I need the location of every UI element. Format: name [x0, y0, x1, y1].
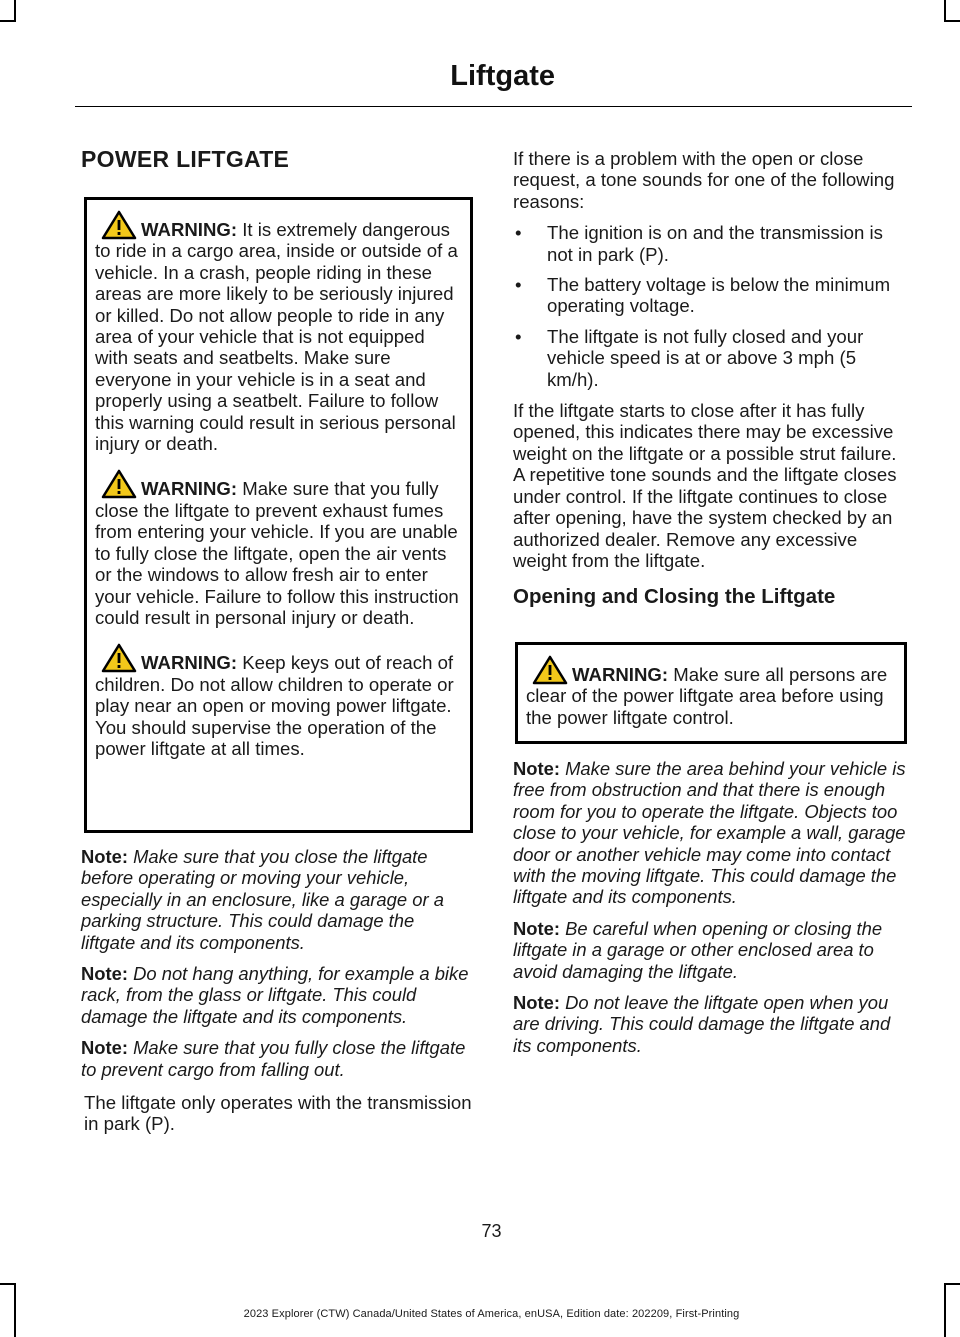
bullet-symbol: • [515, 222, 522, 244]
crop-mark-top-left-v [14, 0, 16, 22]
body-paragraph: The liftgate only operates with the transmission in park (P). [84, 1092, 472, 1135]
liftgate-failure-paragraph: If the liftgate starts to close after it has fully opened, this indicates there may be excessive weight on the liftgate or a possible strut failure. A repetitive tone sounds and the liftgate closes under control. If the liftgate continues to close after opening, have the system checked by an authorized dealer. Remove any excessive weight from the liftgate. [513, 400, 897, 571]
note-paragraph [81, 1037, 473, 1080]
subsection-title: Opening and Closing the Liftgate [513, 585, 836, 609]
note-text: Make sure that you fully close the liftgate to prevent cargo from falling out. [81, 1037, 466, 1080]
warning-box-left [84, 197, 473, 833]
note-text: Be careful when opening or closing the liftgate in a garage or other enclosed area to avoid damaging the liftgate. [513, 917, 883, 982]
note-paragraph [81, 846, 473, 953]
reasons-list [513, 222, 907, 390]
crop-mark-bottom-right-h [944, 1283, 960, 1285]
note-text: Make sure the area behind your vehicle is free from obstruction and that there is enough room for you to operate the liftgate. Objects too close to your vehicle, for example a wall, garage door or another vehicle may come into contact with the moving liftgate. This could damage the liftgate and its components. [513, 758, 906, 908]
warning-text: It is extremely dangerous to ride in a cargo area, inside or outside of a vehicle. In a crash, people riding in these areas are more likely to be seriously injured or killed. Do not allow people to ride in any area of your vehicle that is not equipped with seats and seatbelts. Make sure everyone in your vehicle is in a seat and properly using a seatbelt. Failure to follow this warning could result in serious personal injury or death. [95, 219, 458, 455]
note-paragraph [81, 963, 473, 1027]
warning-triangle-icon [101, 210, 137, 240]
list-item-text: The battery voltage is below the minimum operating voltage. [547, 274, 891, 317]
note-text: Do not hang anything, for example a bike rack, from the glass or liftgate. This could damage the liftgate and its components. [81, 963, 469, 1027]
warning-triangle-icon [532, 655, 568, 685]
warning-label: WARNING: [141, 478, 238, 500]
warning-triangle-icon [101, 469, 137, 499]
section-title: POWER LIFTGATE [81, 146, 290, 172]
page-header-title: Liftgate [450, 60, 555, 92]
warning-label: WARNING: [141, 219, 238, 240]
page-number: 73 [481, 1221, 502, 1241]
footer-text: 2023 Explorer (CTW) Canada/United States of America, enUSA, Edition date: 202209, First-Printing [243, 1308, 740, 1320]
warning-text: Make sure all persons are clear of the power liftgate area before using the power liftgate control. [526, 664, 888, 728]
note-label: Note: [513, 758, 560, 779]
crop-mark-top-right-v [944, 0, 946, 22]
note-label: Note: [81, 1037, 128, 1059]
left-notes [81, 846, 473, 1145]
note-label: Note: [81, 963, 128, 985]
right-notes [513, 758, 907, 1066]
intro-paragraph: If there is a problem with the open or close request, a tone sounds for one of the following reasons: [513, 148, 895, 212]
warning-box-right [515, 642, 907, 744]
crop-mark-bottom-left-h [0, 1283, 16, 1285]
bullet-symbol: • [515, 274, 522, 296]
warning-label: WARNING: [572, 664, 669, 685]
list-item [513, 326, 907, 390]
warning-label: WARNING: [141, 652, 238, 674]
warning-paragraph [95, 210, 462, 454]
warning-triangle-icon [101, 643, 137, 673]
crop-mark-top-right-h [944, 20, 960, 22]
list-item-text: The liftgate is not fully closed and your vehicle speed is at or above 3 mph (5 km/h). [547, 325, 864, 390]
note-label: Note: [513, 992, 560, 1014]
note-text: Make sure that you close the liftgate before operating or moving your vehicle, especially in an enclosure, like a garage or a parking structure. This could damage the liftgate and its components. [81, 846, 444, 953]
note-paragraph [513, 918, 907, 982]
warning-paragraph [526, 655, 896, 728]
list-item-text: The ignition is on and the transmission is not in park (P). [547, 222, 883, 265]
warning-paragraph [95, 469, 462, 628]
note-label: Note: [81, 846, 128, 867]
note-paragraph [513, 758, 907, 908]
warning-text: Make sure that you fully close the liftgate to prevent exhaust fumes from entering your vehicle. If you are unable to fully close the liftgate, open the air vents or the windows to allow fresh air to enter your vehicle. Failure to follow this instruction could result in personal injury or death. [95, 478, 459, 628]
note-text: Do not leave the liftgate open when you are driving. This could damage the liftgate and its components. [513, 992, 891, 1056]
right-top-text [513, 148, 907, 609]
warning-text: Keep keys out of reach of children. Do not allow children to operate or play near an open or moving power liftgate. You should supervise the operation of the power liftgate at all times. [95, 652, 454, 759]
note-label: Note: [513, 917, 560, 939]
bullet-symbol: • [515, 325, 522, 347]
crop-mark-top-left-h [0, 20, 16, 22]
warning-paragraph [95, 643, 462, 759]
list-item [513, 222, 907, 265]
header-divider [75, 106, 912, 107]
list-item [513, 274, 907, 317]
note-paragraph [513, 992, 907, 1056]
